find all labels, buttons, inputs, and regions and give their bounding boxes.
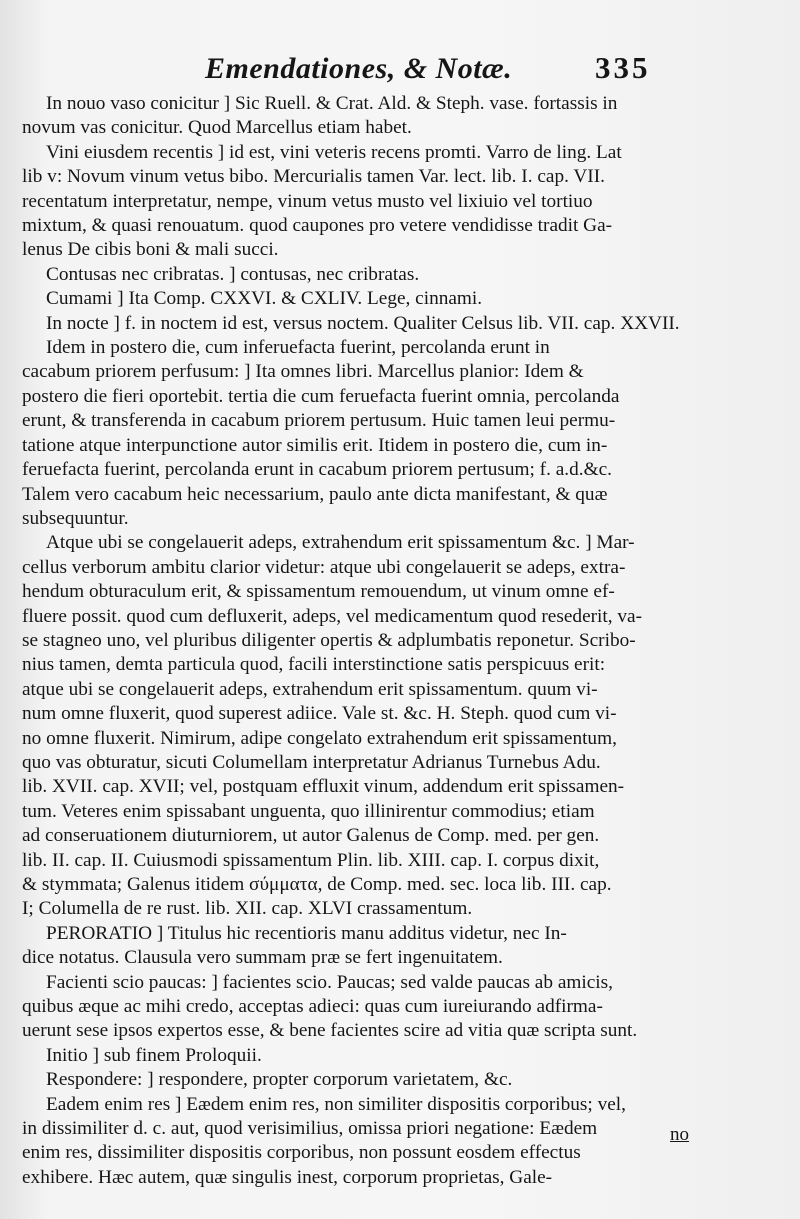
- text-line: num omne fluxerit, quod superest adiice. Vale st. &c. H. Steph. quod cum vi-: [22, 703, 617, 725]
- text-line: tatione atque interpunctione autor similis erit. Itidem in postero die, cum in-: [22, 434, 608, 456]
- text-line: PERORATIO ] Titulus hic recentioris manu additus videtur, nec In-: [46, 922, 567, 944]
- text-line: feruefacta fuerint, percolanda erunt in cacabum priorem pertusum; f. a.d.&c.: [22, 459, 612, 481]
- text-line: Vini eiusdem recentis ] id est, vini veteris recens promti. Varro de ling. Lat: [46, 141, 622, 163]
- text-line: dice notatus. Clausula vero summam præ se fert ingenuitatem.: [22, 947, 503, 969]
- text-line: Idem in postero die, cum inferuefacta fuerint, percolanda erunt in: [46, 337, 550, 359]
- text-line: postero die fieri oportebit. tertia die cum feruefacta fuerint omnia, percolanda: [22, 385, 620, 407]
- text-line: In nouo vaso conicitur ] Sic Ruell. & Crat. Ald. & Steph. vase. fortassis in: [46, 93, 618, 114]
- text-line: quo vas obturatur, sicuti Columellam interpretatur Adrianus Turnebus Adu.: [22, 751, 601, 773]
- text-line: novum vas conicitur. Quod Marcellus etiam habet.: [22, 117, 412, 139]
- text-line: & stymmata; Galenus itidem σύμματα, de Comp. med. sec. loca lib. III. cap.: [22, 874, 612, 895]
- text-line: Atque ubi se congelauerit adeps, extrahendum erit spissamentum &c. ] Mar-: [46, 532, 635, 554]
- text-line: Contusas nec cribratas. ] contusas, nec cribratas.: [46, 263, 420, 285]
- text-line: quibus æque ac mihi credo, acceptas adieci: quas cum iureiurando adfirma-: [22, 996, 603, 1018]
- text-line: erunt, & transferenda in cacabum priorem pertusum. Huic tamen leui permu-: [22, 410, 616, 432]
- text-line: Cumami ] Ita Comp. CXXVI. & CXLIV. Lege, cinnami.: [46, 288, 483, 310]
- text-line: nius tamen, demta particula quod, facili interstinctione satis perspicuus erit:: [22, 654, 606, 676]
- text-line: lib. XVII. cap. XVII; vel, postquam effluxit vinum, addendum erit spissamen-: [22, 776, 625, 798]
- text-line: enim res, dissimiliter dispositis corporibus, non possunt eosdem effectus: [22, 1142, 581, 1164]
- text-line: hendum obturaculum erit, & spissamentum remouendum, ut vinum omne ef-: [22, 581, 615, 603]
- catchword: no: [670, 1124, 689, 1145]
- running-title: Emendationes, & Notæ.: [205, 52, 513, 85]
- text-line: subsequuntur.: [22, 507, 129, 529]
- text-line: Talem vero cacabum heic necessarium, paulo ante dicta manifestant, & quæ: [22, 483, 608, 505]
- text-line: uerunt sese ipsos expertos esse, & bene facientes scire ad vitia quæ scripta sunt.: [22, 1020, 638, 1042]
- text-line: lib. II. cap. II. Cuiusmodi spissamentum Plin. lib. XIII. cap. I. corpus dixit,: [22, 849, 600, 871]
- text-line: Eadem enim res ] Eædem enim res, non similiter dispositis corporibus; vel,: [46, 1093, 626, 1115]
- text-line: Facienti scio paucas: ] facientes scio. Paucas; sed valde paucas ab amicis,: [46, 971, 613, 993]
- text-line: lib v: Novum vinum vetus bibo. Mercurialis tamen Var. lect. lib. I. cap. VII.: [22, 166, 605, 188]
- text-line: cacabum priorem perfusum: ] Ita omnes libri. Marcellus planior: Idem &: [22, 361, 584, 383]
- text-line: lenus De cibis boni & mali succi.: [22, 239, 279, 261]
- text-line: Initio ] sub finem Proloquii.: [46, 1044, 262, 1066]
- text-line: cellus verborum ambitu clarior videtur: atque ubi congelauerit se adeps, extra-: [22, 556, 626, 578]
- text-line: fluere possit. quod cum defluxerit, adeps, vel medicamentum quod resederit, va-: [22, 605, 643, 627]
- text-line: exhibere. Hæc autem, quæ singulis inest, corporum proprietas, Gale-: [22, 1166, 553, 1188]
- text-line: Respondere: ] respondere, propter corporum varietatem, &c.: [46, 1069, 513, 1091]
- text-line: in dissimiliter d. c. aut, quod verisimilius, omissa priori negatione: Eædem: [22, 1118, 598, 1140]
- page-number: 335: [595, 50, 651, 85]
- text-line: atque ubi se congelauerit adeps, extrahendum erit spissamentum. quum vi-: [22, 678, 598, 700]
- text-body: [22, 92, 712, 1190]
- text-line: mixtum, & quasi renouatum. quod caupones pro vetere vendidisse tradit Ga-: [22, 215, 613, 237]
- text-line: tum. Veteres enim spissabant unguenta, quo illinirentur commodius; etiam: [22, 800, 595, 822]
- text-line: In nocte ] f. in noctem id est, versus noctem. Qualiter Celsus lib. VII. cap. XXVII.: [46, 312, 680, 334]
- text-line: recentatum interpretatur, nempe, vinum vetus musto vel lixiuio vel tortiuo: [22, 190, 593, 212]
- text-line: no omne fluxerit. Nimirum, adipe congelato extrahendum erit spissamentum,: [22, 727, 617, 749]
- page-header: [0, 50, 800, 90]
- text-line: se stagneo uno, vel pluribus diligenter opertis & adplumbatis reponetur. Scribo-: [22, 629, 636, 651]
- text-line: I; Columella de re rust. lib. XII. cap. XLVI crassamentum.: [22, 898, 473, 920]
- text-line: ad conseruationem diuturniorem, ut autor Galenus de Comp. med. per gen.: [22, 825, 600, 847]
